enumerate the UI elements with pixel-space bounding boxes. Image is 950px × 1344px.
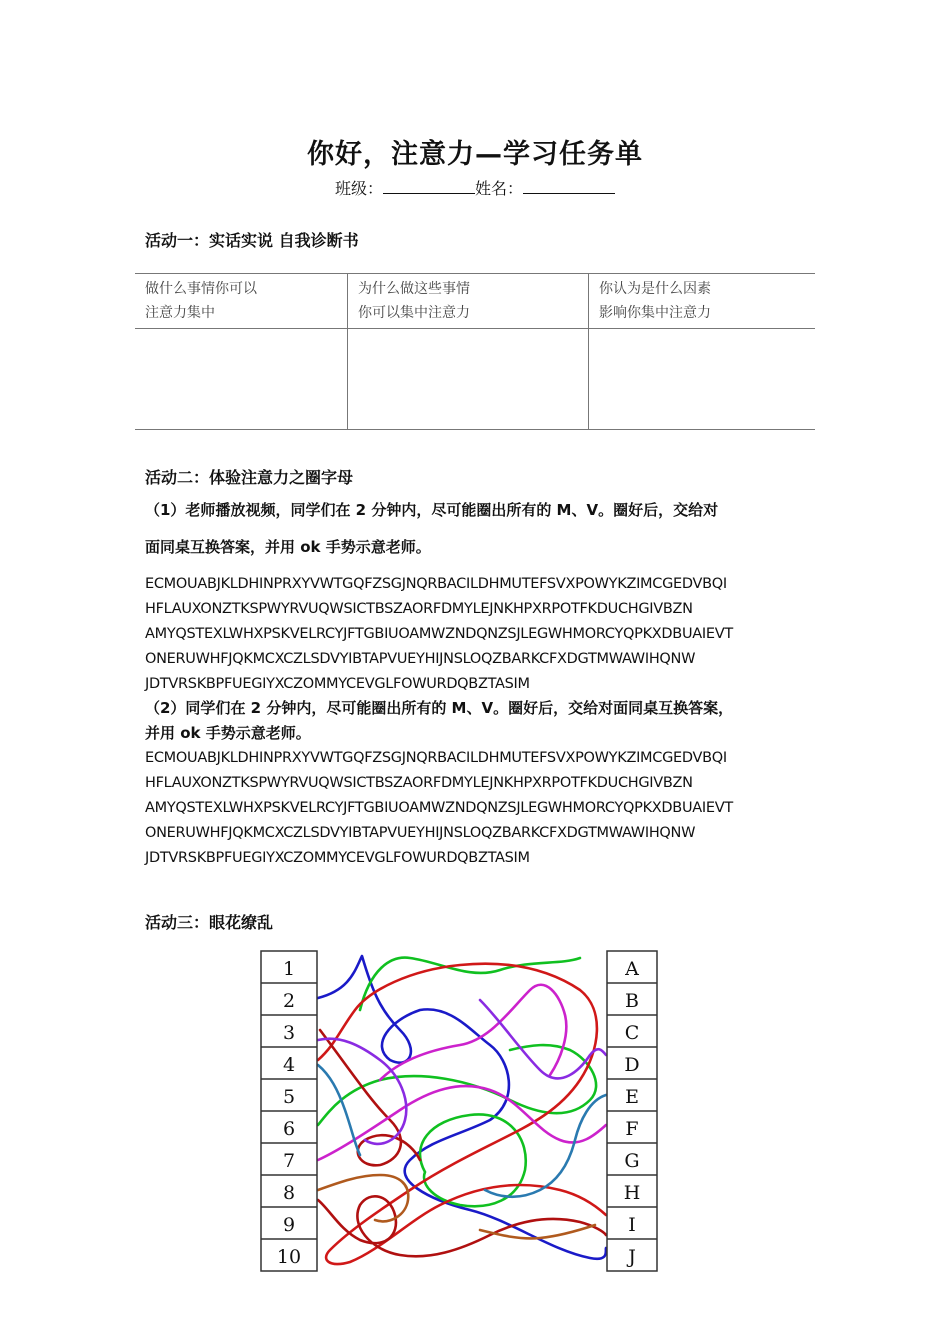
activity2-instruction-2: （2）同学们在 2 分钟内，尽可能圈出所有的 M、V。圈好后，交给对面同桌互换答案， 并用 ok 手势示意老师。 bbox=[145, 699, 734, 742]
right-label[interactable]: A bbox=[625, 958, 639, 980]
left-label[interactable]: 5 bbox=[282, 1086, 296, 1108]
letter-row[interactable]: HFLAUXONZTKSPWYRVUQWSICTBSZAORFDMYLEJNKHPXRPOTFKDUCHGIVBZN bbox=[145, 601, 693, 617]
right-label[interactable]: I bbox=[628, 1214, 636, 1236]
diagnosis-cell-1[interactable] bbox=[135, 329, 348, 430]
left-label[interactable]: 8 bbox=[282, 1182, 296, 1204]
activity2-instruction-1: （1）老师播放视频，同学们在 2 分钟内，尽可能圈出所有的 M、V。圈好后，交给对 面同桌互换答案，并用 ok 手势示意老师。 bbox=[145, 501, 719, 556]
right-label[interactable]: J bbox=[628, 1246, 636, 1268]
class-blank[interactable] bbox=[383, 179, 475, 194]
name-blank[interactable] bbox=[523, 179, 615, 194]
class-name-line bbox=[0, 176, 950, 199]
letter-row[interactable]: ONERUWHFJQKMCXCZLSDVYIBTAPVUEYHIJNSLOQZBARKCFXDGTMWAWIHQNW bbox=[145, 825, 696, 841]
right-label[interactable]: G bbox=[624, 1150, 640, 1172]
letter-grid-2[interactable] bbox=[145, 746, 825, 871]
diagnosis-table bbox=[135, 273, 815, 430]
left-label[interactable]: 9 bbox=[282, 1214, 296, 1236]
letter-row[interactable]: ECMOUABJKLDHINPRXYVWTGQFZSGJNQRBACILDHMUTEFSVXPOWYKZIMCGEDVBQI bbox=[145, 750, 727, 766]
right-label[interactable]: F bbox=[625, 1118, 639, 1140]
right-label[interactable]: C bbox=[624, 1022, 640, 1044]
diagnosis-cell-2[interactable] bbox=[348, 329, 589, 430]
left-label[interactable]: 2 bbox=[282, 990, 296, 1012]
diagnosis-cell-3[interactable] bbox=[589, 329, 816, 430]
right-label[interactable]: B bbox=[625, 990, 639, 1012]
letter-row[interactable]: ONERUWHFJQKMCXCZLSDVYIBTAPVUEYHIJNSLOQZBARKCFXDGTMWAWIHQNW bbox=[145, 651, 696, 667]
letter-row[interactable]: AMYQSTEXLWHXPSKVELRCYJFTGBIUOAMWZNDQNZSJLEGWHMORCYQPKXDBUAIEVT bbox=[145, 626, 733, 642]
right-label[interactable]: H bbox=[623, 1182, 641, 1204]
letter-row[interactable]: JDTVRSKBPFUEGIYXCZOMMYCEVGLFOWURDQBZTASIM bbox=[145, 676, 530, 692]
left-label[interactable]: 10 bbox=[276, 1246, 302, 1268]
activity1-heading: 活动一：实话实说 自我诊断书 bbox=[145, 231, 359, 250]
diagnosis-col-2: 为什么做这些事情 你可以集中注意力 bbox=[348, 274, 589, 329]
activity2-heading: 活动二：体验注意力之圈字母 bbox=[145, 468, 354, 487]
right-label[interactable]: E bbox=[625, 1086, 639, 1108]
page-title: 你好，注意力—学习任务单 bbox=[307, 139, 643, 170]
diagnosis-col-1: 做什么事情你可以 注意力集中 bbox=[135, 274, 348, 329]
letter-grid-1[interactable] bbox=[145, 572, 825, 697]
letter-row[interactable]: HFLAUXONZTKSPWYRVUQWSICTBSZAORFDMYLEJNKHPXRPOTFKDUCHGIVBZN bbox=[145, 775, 693, 791]
class-label: 班级： bbox=[334, 179, 383, 198]
letter-row[interactable]: JDTVRSKBPFUEGIYXCZOMMYCEVGLFOWURDQBZTASIM bbox=[145, 850, 530, 866]
diagnosis-col-3: 你认为是什么因素 影响你集中注意力 bbox=[589, 274, 816, 329]
left-label[interactable]: 6 bbox=[282, 1118, 296, 1140]
letter-row[interactable]: AMYQSTEXLWHXPSKVELRCYJFTGBIUOAMWZNDQNZSJLEGWHMORCYQPKXDBUAIEVT bbox=[145, 800, 733, 816]
activity3-heading: 活动三：眼花缭乱 bbox=[145, 913, 274, 932]
name-label: 姓名： bbox=[475, 179, 524, 198]
left-label[interactable]: 3 bbox=[282, 1022, 296, 1044]
left-label[interactable]: 4 bbox=[282, 1054, 296, 1076]
tangled-lines-maze[interactable] bbox=[260, 950, 658, 1272]
right-label[interactable]: D bbox=[624, 1054, 640, 1076]
left-label[interactable]: 1 bbox=[282, 958, 296, 980]
left-label[interactable]: 7 bbox=[282, 1150, 296, 1172]
letter-row[interactable]: ECMOUABJKLDHINPRXYVWTGQFZSGJNQRBACILDHMUTEFSVXPOWYKZIMCGEDVBQI bbox=[145, 576, 727, 592]
